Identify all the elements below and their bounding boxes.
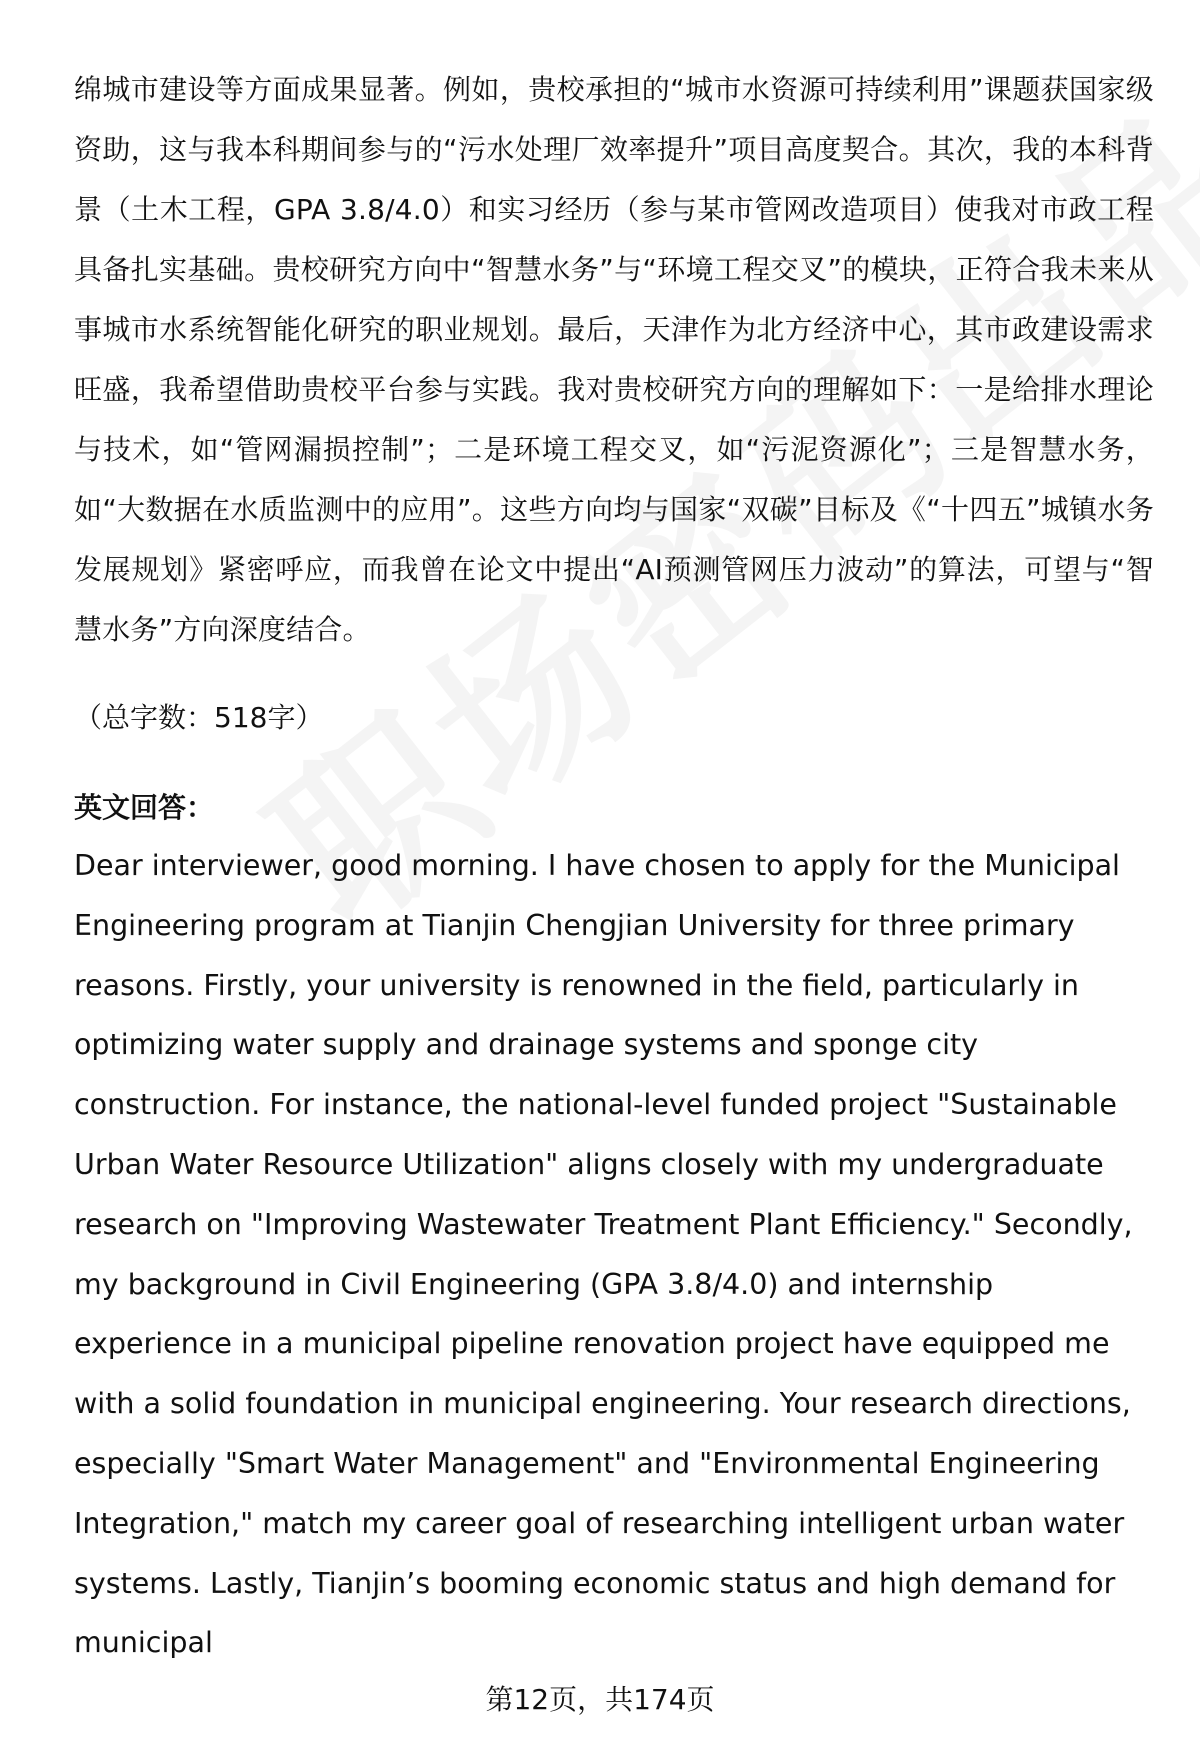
- word-count-note: （总字数：518字）: [74, 701, 324, 734]
- english-answer-paragraph: Dear interviewer, good morning. I have chosen to apply for the Municipal Engineering program at Tianjin Chengjian University for three primary reasons. Firstly, your university is renowned in the field, particularly in optimizing water supply and drainage systems and sponge city construction. For instance, the national-level funded project "Sustainable Urban Water Resource Utilization" aligns closely with my undergraduate research on "Improving Wastewater Treatment Plant Efficiency." Secondly, my background in Civil Engineering (GPA 3.8/4.0) and internship experience in a municipal pipeline renovation project have equipped me with a solid foundation in municipal engineering. Your research directions, especially "Smart Water Management" and "Environmental Engineering Integration," match my career goal of researching intelligent urban water systems. Lastly, Tianjin’s booming economic status and high demand for municipal: [74, 849, 1133, 1660]
- chinese-answer-paragraph: 绵城市建设等方面成果显著。例如，贵校承担的“城市水资源可持续利用”课题获国家级资助，这与我本科期间参与的“污水处理厂效率提升”项目高度契合。其次，我的本科背景（土木工程，GPA 3.8/4.0）和实习经历（参与某市管网改造项目）使我对市政工程具备扎实基础。贵校研究方向中“智慧水务”与“环境工程交叉”的模块，正符合我未来从事城市水系统智能化研究的职业规划。最后，天津作为北方经济中心，其市政建设需求旺盛，我希望借助贵校平台参与实践。我对贵校研究方向的理解如下：一是给排水理论与技术，如“管网漏损控制”；二是环境工程交叉，如“污泥资源化”；三是智慧水务，如“大数据在水质监测中的应用”。这些方向均与国家“双碳”目标及《“十四五”城镇水务发展规划》紧密呼应，而我曾在论文中提出“AI预测管网压力波动”的算法，可望与“智慧水务”方向深度结合。: [74, 73, 1154, 646]
- english-answer-heading: 英文回答：: [74, 791, 215, 824]
- page-number-footer: 第12页，共174页: [485, 1683, 715, 1716]
- page-content: [74, 60, 1154, 1673]
